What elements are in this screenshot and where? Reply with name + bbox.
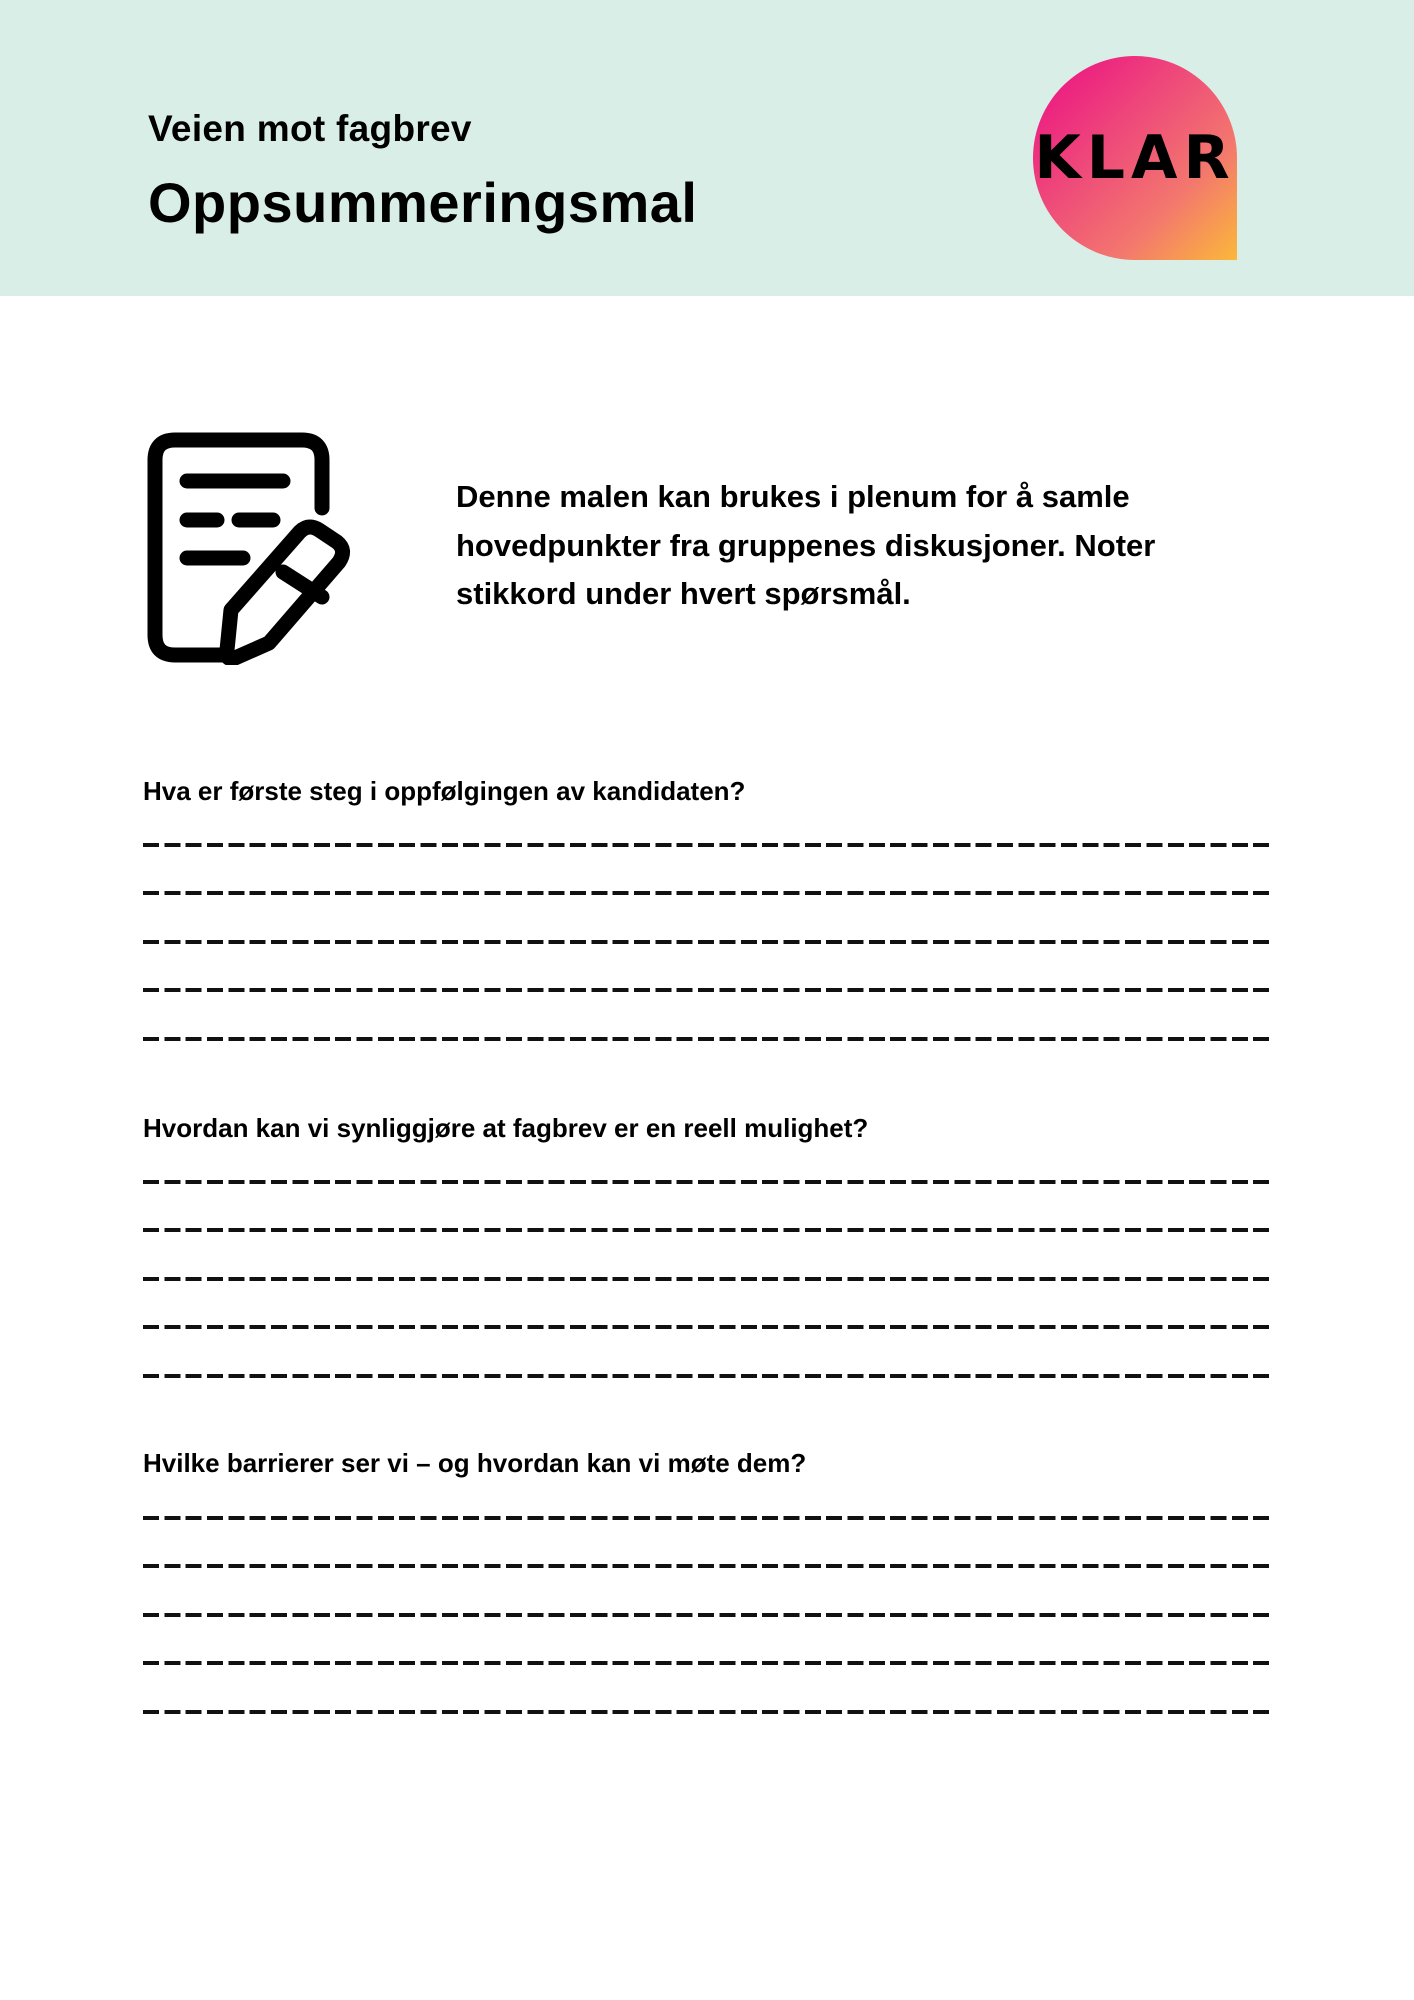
answer-line[interactable] <box>143 1710 1271 1714</box>
answer-line[interactable] <box>143 1277 1271 1281</box>
answer-line[interactable] <box>143 1037 1271 1041</box>
intro-text: Denne malen kan brukes i plenum for å samle hovedpunkter fra gruppenes diskusjoner. Noter stikkord under hvert spørsmål. <box>456 479 1156 611</box>
answer-line[interactable] <box>143 843 1271 847</box>
klar-logo <box>1033 56 1237 260</box>
page-title: Oppsummeringsmal <box>148 171 698 234</box>
answer-line[interactable] <box>143 1613 1271 1617</box>
document-edit-icon <box>147 430 353 665</box>
answer-line[interactable] <box>143 1325 1271 1329</box>
answer-line[interactable] <box>143 1661 1271 1665</box>
logo-text: KLAR <box>1034 123 1236 193</box>
answer-line[interactable] <box>143 1180 1271 1184</box>
answer-line[interactable] <box>143 891 1271 895</box>
header-banner <box>0 0 1414 296</box>
question-3: Hvilke barrierer ser vi – og hvordan kan vi møte dem? <box>143 1448 807 1478</box>
answer-line[interactable] <box>143 1374 1271 1378</box>
answer-line[interactable] <box>143 940 1271 944</box>
answer-line[interactable] <box>143 1228 1271 1232</box>
answer-line[interactable] <box>143 1516 1271 1520</box>
question-2: Hvordan kan vi synliggjøre at fagbrev er en reell mulighet? <box>143 1113 869 1143</box>
question-1: Hva er første steg i oppfølgingen av kandidaten? <box>143 776 746 806</box>
answer-line[interactable] <box>143 1564 1271 1568</box>
page-subtitle: Veien mot fagbrev <box>148 108 472 149</box>
answer-line[interactable] <box>143 988 1271 992</box>
